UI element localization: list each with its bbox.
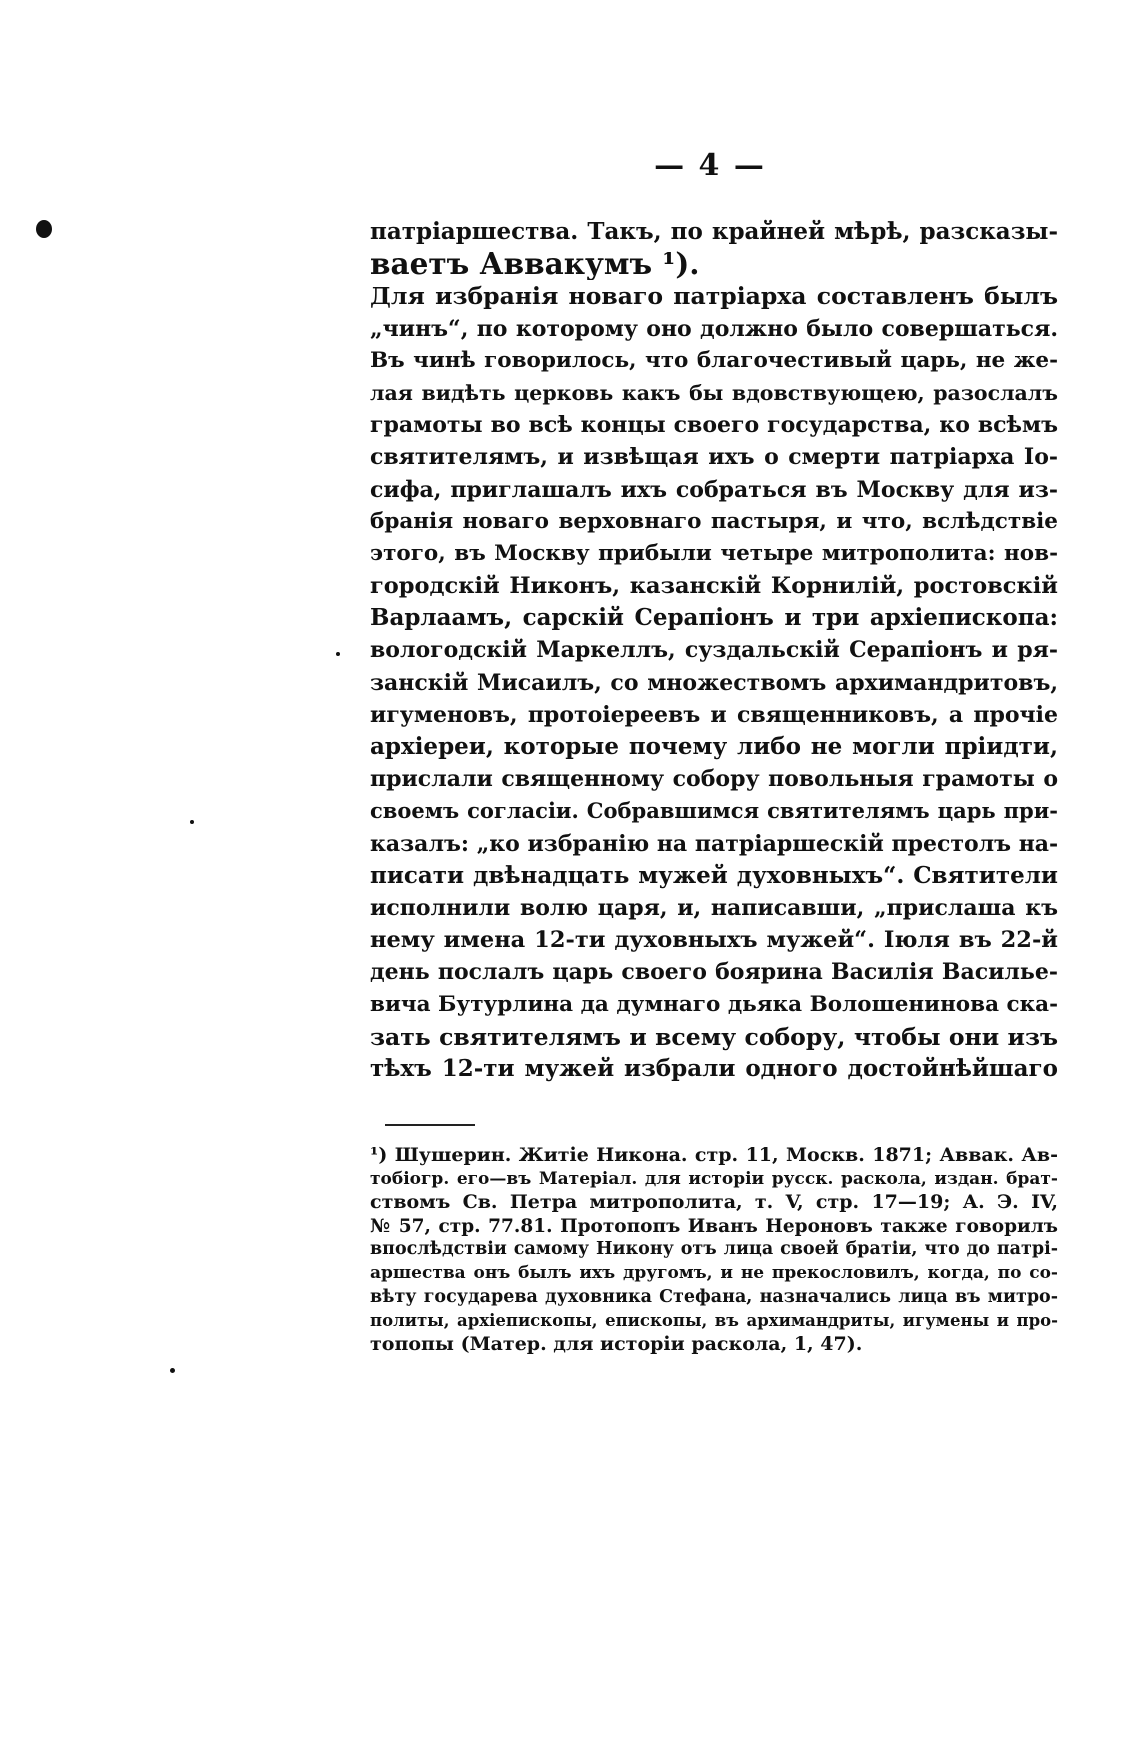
text-line: прислали священному собору повольныя грамоты о — [370, 766, 1058, 793]
text-line: сифа, приглашалъ ихъ собраться въ Москву для из- — [370, 476, 1058, 503]
text-line: ваетъ Аввакумъ ¹). — [370, 248, 700, 281]
text-line: занскій Мисаилъ, со множествомъ архимандритовъ, — [370, 669, 1058, 696]
text-line: день послалъ царь своего боярина Василія Васильe- — [370, 959, 1058, 986]
footnotes — [370, 1144, 1058, 1356]
text-line: казалъ: „ко избранію на патріаршескій престолъ на- — [370, 830, 1058, 857]
text-line: архіереи, которые почему либо не могли пріидти, — [370, 733, 1058, 760]
scan-speck — [336, 652, 340, 656]
text-line: зать святителямъ и всему собору, чтобы они изъ — [370, 1022, 1058, 1051]
text-line: тѣхъ 12-ти мужей избрали одного достойнѣйшаго — [370, 1054, 1058, 1082]
footnote-line: топопы (Матер. для исторіи раскола, 1, 47). — [370, 1332, 863, 1355]
text-line: лая видѣть церковь какъ бы вдовствующею, разослалъ — [370, 380, 1058, 405]
text-line: этого, въ Москву прибыли четыре митрополита: нов- — [370, 540, 1058, 566]
page-number: — 4 — — [654, 148, 766, 183]
text-line: грамоты во всѣ концы своего государства, ко всѣмъ — [370, 412, 1058, 439]
scan-speck — [36, 220, 52, 238]
text-line: Варлаамъ, сарскій Серапіонъ и три архіепископа: — [370, 604, 1058, 632]
body-text — [370, 216, 1058, 1085]
scan-speck — [190, 820, 194, 824]
text-line: святителямъ, и извѣщая ихъ о смерти патріарха Іо- — [370, 444, 1058, 471]
text-line: писати двѣнадцать мужей духовныхъ“. Святители — [370, 861, 1058, 889]
text-line: Для избранія новаго патріарха составленъ былъ — [370, 282, 1058, 311]
footnote-line: тобіогр. его—въ Матеріал. для исторіи русск. раскола, издан. брат- — [370, 1168, 1058, 1189]
text-line: „чинъ“, по которому оно должно было совершаться. — [370, 315, 1058, 342]
text-line: своемъ согласіи. Собравшимся святителямъ царь при- — [370, 798, 1058, 824]
text-line: игуменовъ, протоіереевъ и священниковъ, а прочіе — [370, 701, 1058, 728]
footnote-divider — [385, 1124, 475, 1126]
scan-speck — [170, 1368, 175, 1373]
footnote-line: впослѣдствіи самому Никону отъ лица своей братіи, что до патрі- — [370, 1239, 1058, 1260]
footnote-line: ¹) Шушерин. Житіе Никона. стр. 11, Москв. 1871; Аввак. Ав- — [370, 1144, 1058, 1166]
text-line: нему имена 12-ти духовныхъ мужей“. Іюля въ 22-й — [370, 927, 1058, 954]
text-line: Въ чинѣ говорилось, что благочестивый царь, не же- — [370, 347, 1058, 373]
text-line: вича Бутурлина да думнаго дьяка Волошенинова ска- — [370, 991, 1058, 1017]
footnote-line: № 57, стр. 77.81. Протопопъ Иванъ Нероновъ также говорилъ — [370, 1215, 1058, 1237]
text-line: городскій Никонъ, казанскій Корнилій, ростовскій — [370, 573, 1058, 600]
text-line: вологодскій Маркеллъ, суздальскій Серапіонъ и ря- — [370, 637, 1058, 664]
footnote-line: вѣту государева духовника Стефана, назначались лица въ митро- — [370, 1286, 1058, 1307]
text-line: бранія новаго верховнаго пастыря, и что, вслѣдствіе — [370, 508, 1058, 534]
footnote-line: аршества онъ былъ ихъ другомъ, и не прекословилъ, когда, по со- — [370, 1262, 1058, 1283]
text-line: исполнили волю царя, и, написавши, „прислаша къ — [370, 894, 1058, 921]
footnote-line: ствомъ Св. Петра митрополита, т. V, стр. 17—19; А. Э. IV, — [370, 1191, 1058, 1214]
footnote-line: политы, архіепископы, епископы, въ архимандриты, игумены и про- — [370, 1311, 1058, 1331]
text-line: патріаршества. Такъ, по крайней мѣрѣ, разсказы- — [370, 218, 1058, 245]
